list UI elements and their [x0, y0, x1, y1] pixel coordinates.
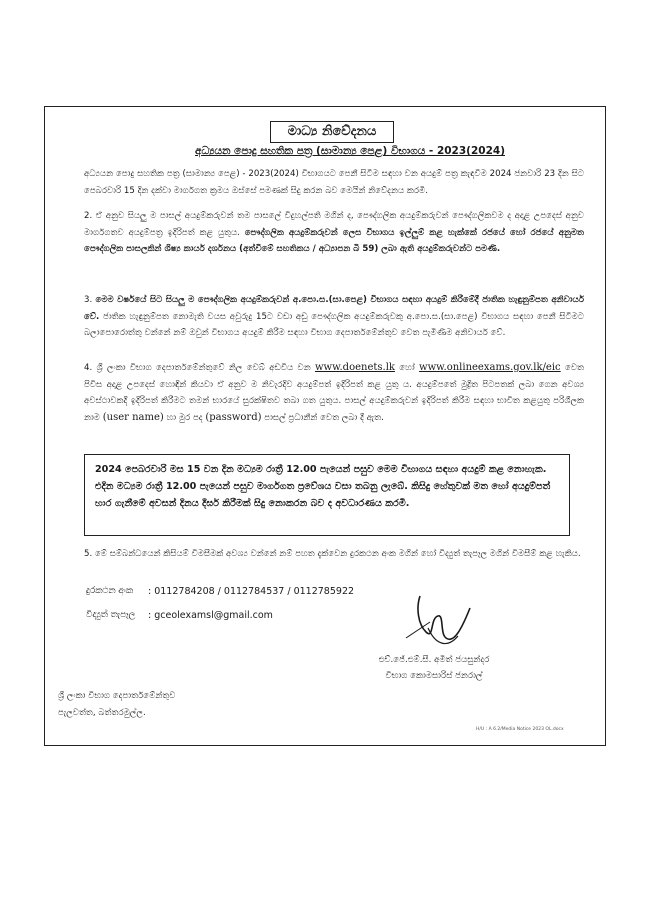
paragraph-3-text: ජාතික හැඳුනුම්පත නොමැති වයස අවුරුදු 15ට වඩා අඩු පෞද්ගලික අයදුම්කරුවකු අ.පො.ස.(සා.පෙළ) විභාගය සඳහා පෙනී සිටීමට බලාපොරොත්තු වන්නේ නම් ඔවුන් විභාගය අයදුම් කිරීම සඳහා විභාග දෙපාර්තමේන්තුව වෙත පැමිණීම අනිවාර්ය වේ.: [84, 311, 585, 338]
paragraph-2-text: ඒ අනුව සියලු ම පාසල් අයදුම්කරුවන් තම පාසලේ විදුහල්පති මගින් ද, පෞද්ගලික අයදුම්කරුවන් පෞද්ගලිකවම ද අදාළ උපදෙස් අනුව මාර්ගගතව අයදුම්පත්‍ර ඉදිරිපත් කළ යුතුය.: [84, 211, 584, 238]
paragraph-3-number: 3.: [84, 295, 93, 305]
signatory-name: එච්.ජේ.එම්.සී. අමිත් ජයසුන්දර: [378, 655, 490, 665]
email-label: විද්‍යුත් තැපෑල: [86, 610, 136, 620]
document-frame: [44, 106, 606, 746]
address-line-1: ශ්‍රී ලංකා විභාග දෙපාර්තමේන්තුව: [58, 691, 176, 701]
paragraph-4-text-e: පාසල් ප්‍රධානීන් වෙත ලබා දී ඇත.: [264, 412, 384, 423]
page-subtitle: අධ්‍යයන පොදු සහතික පත්‍ර (සාමාන්‍ය පෙළ) විභාගය - 2023(2024): [194, 145, 505, 157]
username-term: (user name): [102, 411, 164, 423]
paragraph-4-text-b: හෝ: [399, 363, 415, 373]
phone-value: : 0112784208 / 0112784537 / 0112785922: [148, 586, 355, 597]
onlineexams-link[interactable]: www.onlineexams.gov.lk/eic: [419, 362, 561, 373]
address-line-2: පැලවත්ත, බත්තරමුල්ල.: [58, 708, 146, 718]
phone-row: [86, 586, 354, 597]
intro-paragraph: [84, 166, 584, 199]
signatory-block: [344, 652, 524, 684]
paragraph-5-text: මේ සම්බන්ධයෙන් කිසියම් විමසීමක් අවශ්‍ය වන්නේ නම් පහත දැක්වෙන දුරකථන අංක මගින් හෝ විද්‍යුත් තැපෑල මගින් විමසීම් කළ හැකිය.: [94, 549, 581, 559]
phone-label: දුරකථන අංක: [86, 586, 134, 596]
doenets-link[interactable]: www.doenets.lk: [315, 362, 395, 373]
address-block: [58, 688, 175, 722]
paragraph-2-bold-text: පෞද්ගලික අයදුම්කරුවන් ලෙස විභාගය ඉල්ලුම් කළ හැක්කේ රජයේ හෝ රජයේ අනුමත පෞද්ගලික පාසලකින් ශිෂ්‍ය කාර්ය දර්ශනය (අත්වීමේ සහතිකය / අධ්‍යාපන බී 59) ලබා ඇති අයදුම්කරුවන්ට පමණි.: [84, 227, 585, 254]
paragraph-4: [84, 360, 584, 426]
deadline-notice-text: 2024 පෙබරවාරි මස 15 වන දින මධ්‍යම රාත්‍රී 12.00 පැයෙන් පසුව මෙම විභාගය සඳහා අයදුම් කළ නොහැක. එදින මධ්‍යම රාත්‍රී 12.00 පැයෙන් පසුව මාර්ගගත ප්‍රවේශය වසා තබනු ලැබේ. කිසිදු හේතුවක් මත හෝ අයදුම්පත් භාර ගැනීමේ අවසන් දිනය දීර්ඝ කිරීමක් සිදු නොකරන බව ද අවධාරණය කරමි.: [95, 464, 551, 509]
file-reference-footnote: H/U : A 6.2/Media Notice 2023 OL.docx: [476, 727, 564, 732]
email-row: [86, 610, 273, 621]
paragraph-4-text-d: හා මුර පද: [166, 412, 203, 423]
paragraph-5: [84, 546, 584, 563]
paragraph-5-number: 5.: [84, 549, 93, 559]
paragraph-4-text-a: ශ්‍රී ලංකා විභාග දෙපාර්තමේන්තුවේ නිල වෙබ් අඩවිය වන: [96, 363, 311, 373]
paragraph-2-number: 2.: [84, 211, 93, 221]
paragraph-2: [84, 208, 584, 258]
paragraph-4-text-c: වෙත පිවිස අදාළ උපදෙස් හොඳින් කියවා ඒ අනුව ම නිවැරදිව අයදුම්පත් ඉදිරිපත් කළ යුතු ය. අයදුම්පතේ මුද්‍රිත පිටපතක් ලබා ගෙන අවශ්‍ය අවස්ථාවකදී ඉදිරිපත් කිරීමට තමන් භාරයේ සුරක්ෂිතව තබා ගත යුතුය. පාසල් අයදුම්කරුවන් ඉදිරිපත් කිරීම සඳහා භාවිත කළයුතු පරිශීලක නාම: [84, 363, 584, 423]
page-title: මාධ්‍ය නිවේදනය: [270, 121, 394, 143]
email-value[interactable]: : gceolexamsl@gmail.com: [148, 610, 273, 621]
signature-image: [400, 588, 480, 654]
paragraph-3-bold-text: මෙම වර්ෂයේ සිට සියලු ම පෞද්ගලික අයදුම්කරුවන් අ.පො.ස.(සා.පෙළ) විභාගය සඳහා අයදුම් කිරීමේදී ජාතික හැඳුනුම්පත අනිවාර්ය වේ.: [84, 295, 585, 322]
password-term: (password): [205, 411, 262, 423]
paragraph-3: [84, 292, 584, 342]
deadline-notice-box: [84, 454, 570, 536]
signatory-title: විභාග කොමසාරිස් ජනරාල්: [385, 671, 483, 681]
paragraph-4-number: 4.: [84, 363, 93, 373]
intro-text: අධ්‍යයන පොදු සහතික පත්‍ර (සාමාන්‍ය පෙළ) - 2023(2024) විභාගයට පෙනී සිටීම සඳහා වන අයදුම් පත්‍ර කැඳවීම 2024 ජනවාරි 23 දින සිට පෙබරවාරි 15 දින දක්වා මාර්ගගත ක්‍රමය ඔස්සේ පමණක් සිදු කරන බව මෙයින් නිවේදනය කරමි.: [84, 169, 584, 196]
